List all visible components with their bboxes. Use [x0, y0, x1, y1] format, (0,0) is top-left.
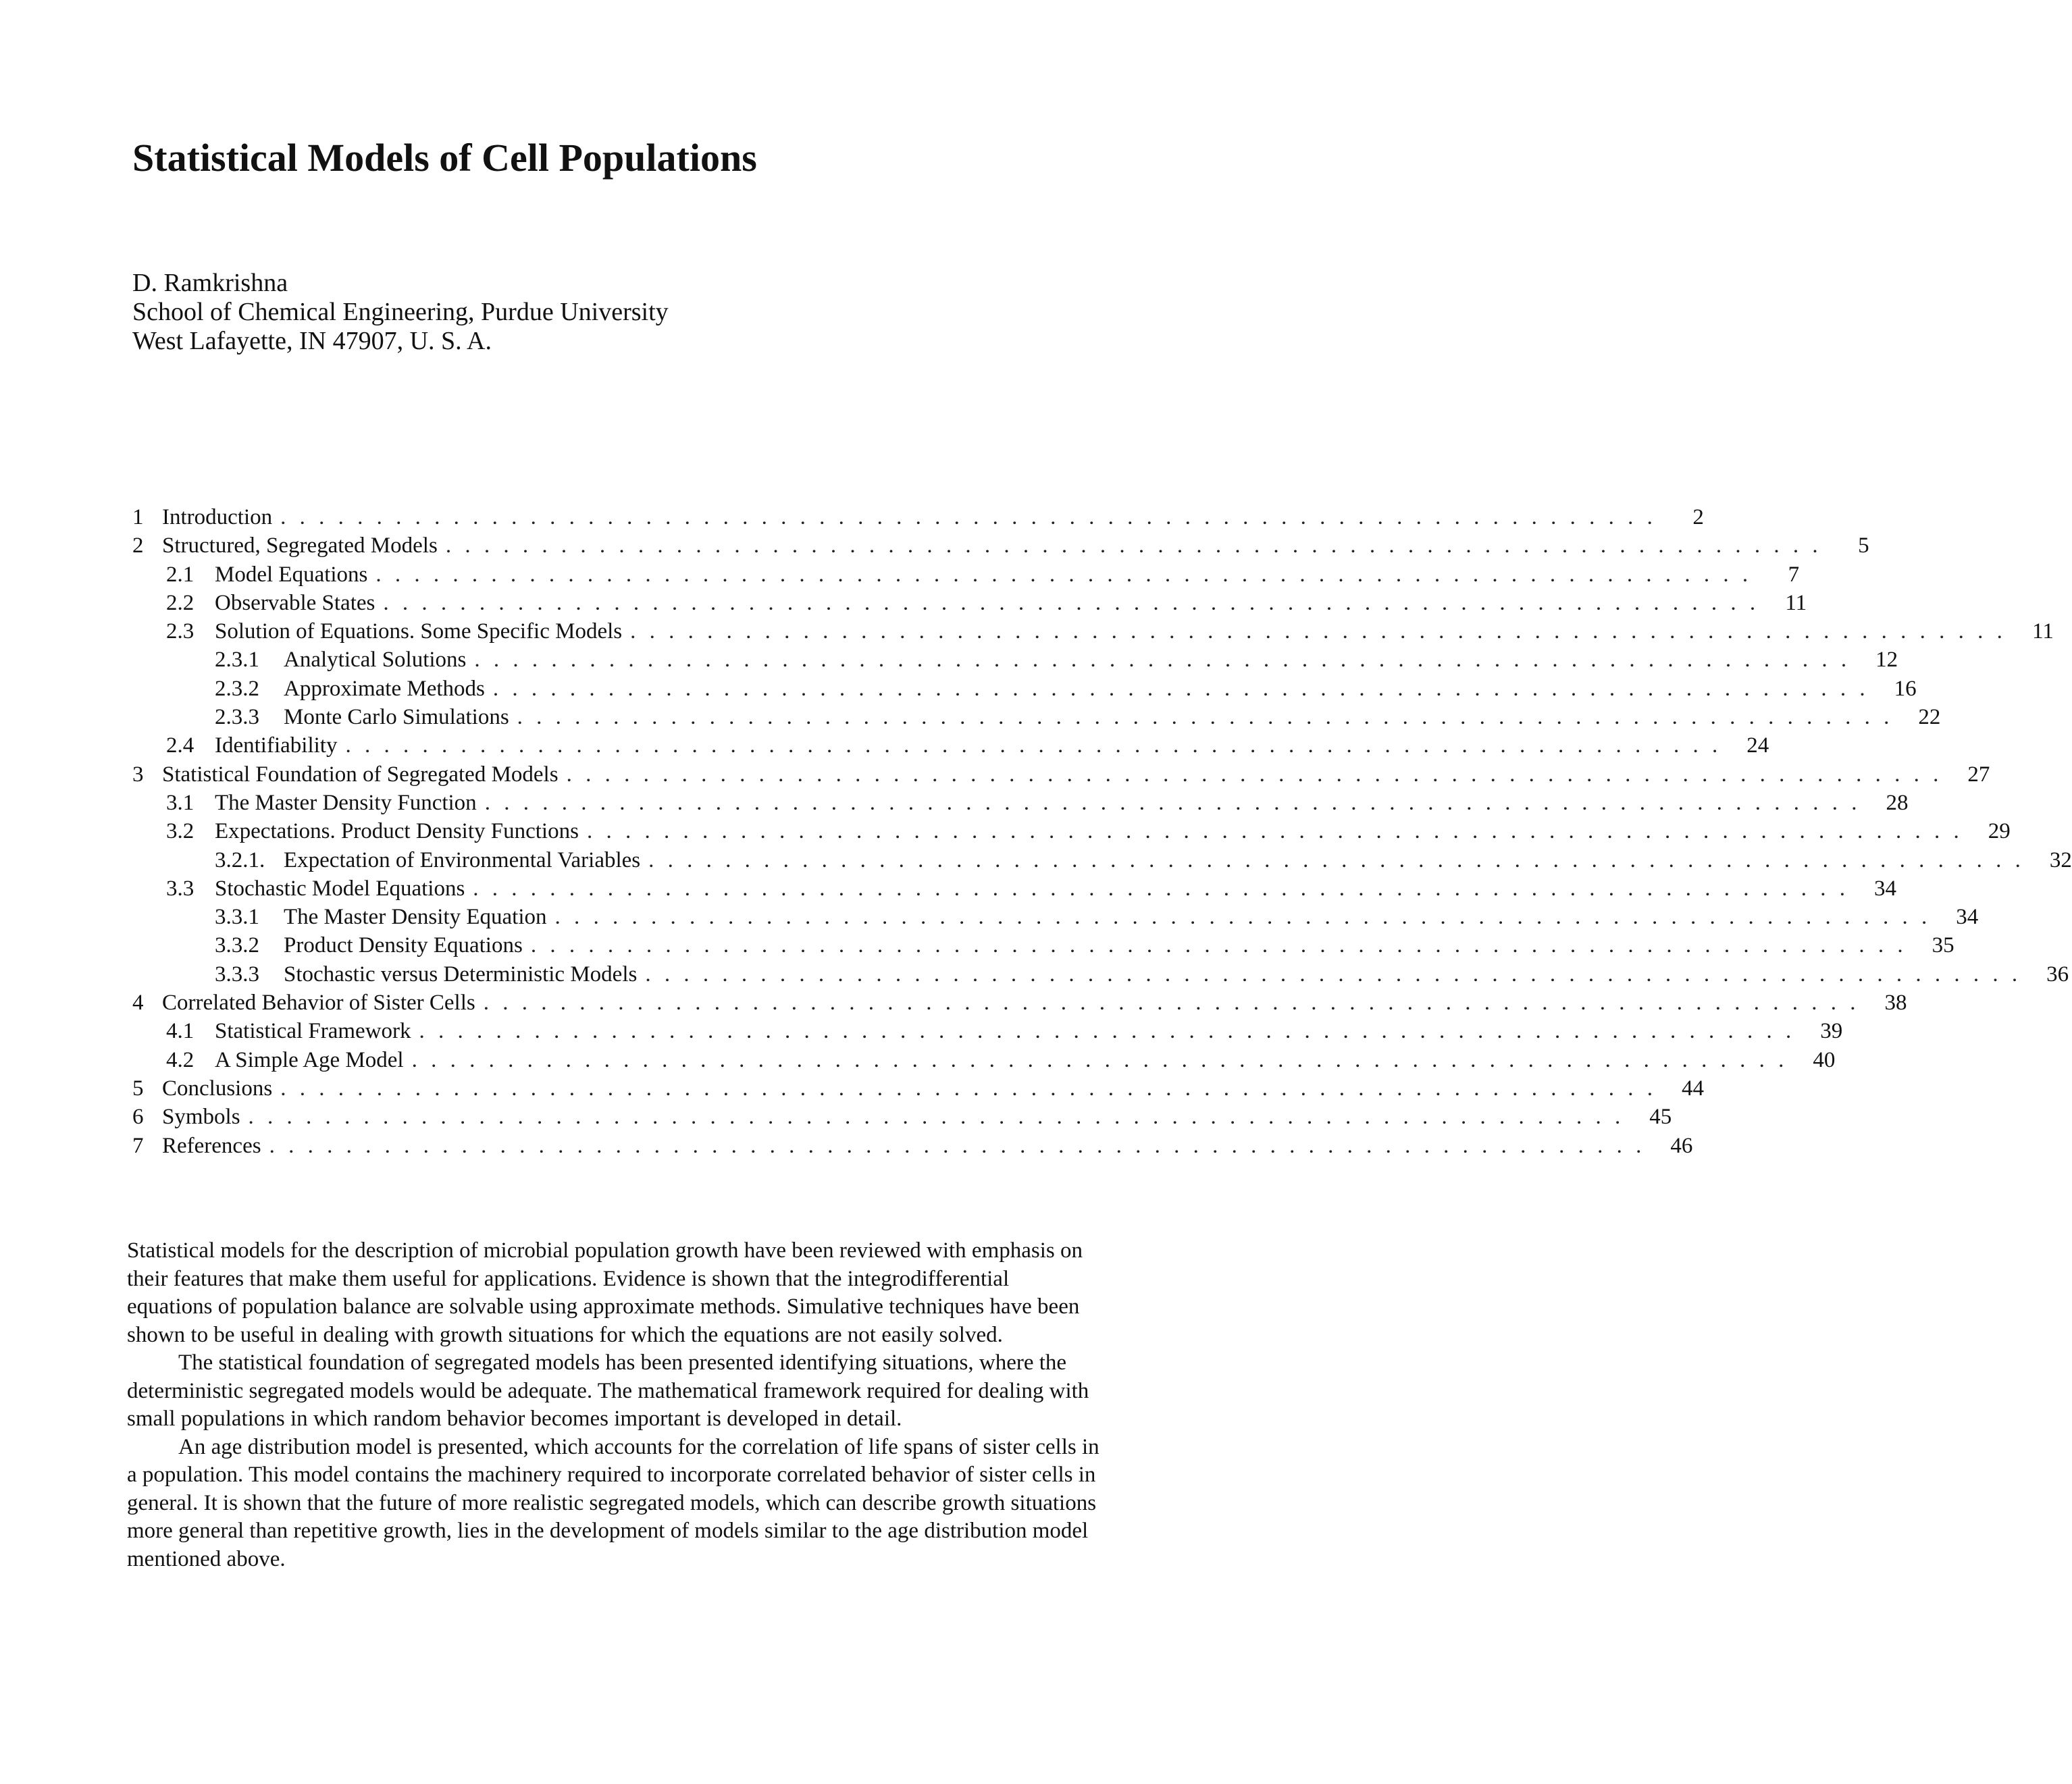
toc-entry-title: Identifiability: [215, 731, 345, 760]
toc-entry-number: 2.3.3: [215, 705, 259, 730]
toc-dot-leader: . . . . . . . . . . . . . . . . . . . . . . . . . . . . . . . . . . . . . . . . . . . . . . . . . . . . . . . . . . . . . . . . . . . . . . . .: [411, 1047, 1788, 1072]
toc-entry-number: 3.3.2: [215, 933, 259, 958]
toc-entry: [124, 675, 1917, 703]
toc-entry-title: Stochastic versus Deterministic Models: [284, 960, 645, 989]
toc-entry-number: 2.4: [166, 733, 195, 758]
toc-entry-number: 2: [132, 533, 144, 558]
toc-entry-title: The Master Density Function: [215, 789, 485, 817]
toc-entry: [124, 560, 1800, 589]
toc-entry-page: 34: [1956, 905, 1979, 930]
toc-dot-leader: . . . . . . . . . . . . . . . . . . . . . . . . . . . . . . . . . . . . . . . . . . . . . . . . . . . . . . . . . . . . . . . . . . . . . . . .: [483, 991, 1860, 1016]
toc-entry: [124, 960, 2069, 989]
toc-entry-page: 34: [1874, 876, 1897, 901]
toc-entry-title: A Simple Age Model: [215, 1046, 412, 1074]
toc-dot-leader: . . . . . . . . . . . . . . . . . . . . . . . . . . . . . . . . . . . . . . . . . . . . . . . . . . . . . . . . . . . . . . . . . . . . . . . .: [419, 1019, 1796, 1044]
toc-dot-leader: . . . . . . . . . . . . . . . . . . . . . . . . . . . . . . . . . . . . . . . . . . . . . . . . . . . . . . . . . . . . . . . . . . . . . . . .: [248, 1105, 1625, 1130]
toc-entry-number: 4.2: [166, 1047, 195, 1072]
toc-entry-number: 3.3.1: [215, 905, 259, 930]
toc-entry-page: 16: [1894, 676, 1917, 701]
toc-entry: [124, 817, 2011, 845]
toc-entry-line: [284, 675, 1917, 703]
toc-entry-page: 11: [2032, 619, 2054, 644]
toc-dot-leader: . . . . . . . . . . . . . . . . . . . . . . . . . . . . . . . . . . . . . . . . . . . . . . . . . . . . . . . . . . . . . . . . . . . . . . . .: [280, 1076, 1657, 1101]
toc-dot-leader: . . . . . . . . . . . . . . . . . . . . . . . . . . . . . . . . . . . . . . . . . . . . . . . . . . . . . . . . . . . . . . . . . . . . . . . .: [492, 676, 1869, 701]
toc-entry: [124, 589, 1807, 617]
toc-entry-title: Product Density Equations: [284, 931, 531, 960]
toc-entry-line: [215, 1017, 1843, 1045]
toc-entry-title: Introduction: [162, 503, 280, 531]
toc-entry: [124, 903, 1979, 931]
toc-entry: [124, 1132, 1693, 1160]
toc-entry: [124, 503, 1704, 531]
toc-entry-title: Approximate Methods: [284, 675, 493, 703]
toc-entry-page: 38: [1884, 991, 1907, 1016]
toc-entry: [124, 731, 1769, 760]
abstract: [127, 1237, 1099, 1573]
toc-entry-number: 2.2: [166, 590, 195, 615]
toc-dot-leader: . . . . . . . . . . . . . . . . . . . . . . . . . . . . . . . . . . . . . . . . . . . . . . . . . . . . . . . . . . . . . . . . . . . . . . . .: [345, 733, 1722, 758]
toc-entry-page: 29: [1988, 819, 2011, 844]
toc-entry-line: [162, 1074, 1704, 1103]
toc-entry-title: Expectation of Environmental Variables: [284, 846, 648, 874]
toc-entry-number: 2.1: [166, 562, 195, 587]
toc-dot-leader: . . . . . . . . . . . . . . . . . . . . . . . . . . . . . . . . . . . . . . . . . . . . . . . . . . . . . . . . . . . . . . . . . . . . . . . .: [645, 962, 2022, 987]
toc-entry-line: [284, 931, 1954, 960]
toc-entry: [124, 1103, 1672, 1131]
toc-entry-title: Statistical Framework: [215, 1017, 419, 1045]
toc-dot-leader: . . . . . . . . . . . . . . . . . . . . . . . . . . . . . . . . . . . . . . . . . . . . . . . . . . . . . . . . . . . . . . . . . . . . . . . .: [383, 590, 1760, 615]
toc-entry-title: Expectations. Product Density Functions: [215, 817, 587, 845]
toc-dot-leader: . . . . . . . . . . . . . . . . . . . . . . . . . . . . . . . . . . . . . . . . . . . . . . . . . . . . . . . . . . . . . . . . . . . . . . . .: [474, 648, 1851, 673]
toc-entry-page: 46: [1670, 1133, 1693, 1158]
toc-entry-number: 7: [132, 1133, 144, 1158]
toc-entry: [124, 531, 1869, 560]
toc-entry-page: 11: [1785, 590, 1807, 615]
toc-entry-line: [162, 989, 1907, 1017]
paper-title: Statistical Models of Cell Populations: [132, 136, 757, 180]
toc-entry-number: 4: [132, 991, 144, 1016]
toc-dot-leader: . . . . . . . . . . . . . . . . . . . . . . . . . . . . . . . . . . . . . . . . . . . . . . . . . . . . . . . . . . . . . . . . . . . . . . . .: [586, 819, 1963, 844]
toc-entry-line: [284, 960, 2069, 989]
abstract-paragraph: Statistical models for the description of microbial population growth have been reviewed with emphasis on their features that make them useful for applications. Evidence is shown that the integrodifferential equations of population balance are solvable using approximate methods. Simulative techniques have been shown to be useful in dealing with growth situations for which the equations are not easily solved.: [127, 1238, 1083, 1347]
toc-dot-leader: . . . . . . . . . . . . . . . . . . . . . . . . . . . . . . . . . . . . . . . . . . . . . . . . . . . . . . . . . . . . . . . . . . . . . . . .: [530, 933, 1907, 958]
toc-entry: [124, 617, 2054, 646]
toc-entry-line: [162, 1103, 1672, 1131]
toc-entry-title: The Master Density Equation: [284, 903, 555, 931]
toc-entry-title: Analytical Solutions: [284, 646, 474, 674]
toc-entry-number: 5: [132, 1076, 144, 1101]
toc-entry-page: 35: [1932, 933, 1954, 958]
toc-entry-title: Correlated Behavior of Sister Cells: [162, 989, 484, 1017]
toc-entry-number: 3.1: [166, 790, 195, 815]
toc-entry-line: [284, 903, 1979, 931]
toc-entry-line: [215, 817, 2011, 845]
toc-dot-leader: . . . . . . . . . . . . . . . . . . . . . . . . . . . . . . . . . . . . . . . . . . . . . . . . . . . . . . . . . . . . . . . . . . . . . . . .: [517, 705, 1894, 730]
toc-entry: [124, 874, 1897, 903]
toc-entry-number: 3.2: [166, 819, 195, 844]
toc-entry-line: [215, 874, 1897, 903]
toc-entry-line: [215, 1046, 1836, 1074]
toc-entry-page: 36: [2046, 962, 2069, 987]
author-name: D. Ramkrishna: [132, 269, 288, 297]
toc-dot-leader: . . . . . . . . . . . . . . . . . . . . . . . . . . . . . . . . . . . . . . . . . . . . . . . . . . . . . . . . . . . . . . . . . . . . . . . .: [445, 533, 1822, 558]
toc-entry-line: [215, 789, 1909, 817]
toc-entry-title: Model Equations: [215, 560, 375, 589]
toc-entry-title: Conclusions: [162, 1074, 280, 1103]
toc-entry-line: [162, 531, 1869, 560]
toc-entry-line: [215, 589, 1807, 617]
toc-entry-page: 28: [1886, 790, 1909, 815]
toc-entry-number: 6: [132, 1105, 144, 1130]
toc-entry: [124, 760, 1990, 789]
toc-entry-page: 39: [1820, 1019, 1843, 1044]
toc-entry-number: 3.3: [166, 876, 195, 901]
toc-dot-leader: . . . . . . . . . . . . . . . . . . . . . . . . . . . . . . . . . . . . . . . . . . . . . . . . . . . . . . . . . . . . . . . . . . . . . . . .: [648, 847, 2025, 872]
author-address: West Lafayette, IN 47907, U. S. A.: [132, 327, 492, 355]
toc-dot-leader: . . . . . . . . . . . . . . . . . . . . . . . . . . . . . . . . . . . . . . . . . . . . . . . . . . . . . . . . . . . . . . . . . . . . . . . .: [269, 1133, 1646, 1158]
toc-entry-page: 45: [1649, 1105, 1672, 1130]
toc-dot-leader: . . . . . . . . . . . . . . . . . . . . . . . . . . . . . . . . . . . . . . . . . . . . . . . . . . . . . . . . . . . . . . . . . . . . . . . .: [484, 790, 1861, 815]
toc-dot-leader: . . . . . . . . . . . . . . . . . . . . . . . . . . . . . . . . . . . . . . . . . . . . . . . . . . . . . . . . . . . . . . . . . . . . . . . .: [566, 762, 1943, 787]
toc-entry-page: 44: [1681, 1076, 1704, 1101]
toc-dot-leader: . . . . . . . . . . . . . . . . . . . . . . . . . . . . . . . . . . . . . . . . . . . . . . . . . . . . . . . . . . . . . . . . . . . . . . . .: [630, 619, 2006, 644]
toc-entry-number: 1: [132, 505, 144, 529]
toc-entry-line: [215, 560, 1800, 589]
toc-entry-title: Monte Carlo Simulations: [284, 703, 517, 731]
author-block: [132, 269, 669, 356]
toc-entry: [124, 703, 1941, 731]
toc-entry-line: [215, 731, 1769, 760]
table-of-contents: [124, 503, 2072, 1160]
toc-entry-line: [162, 1132, 1693, 1160]
toc-entry-page: 22: [1918, 705, 1941, 730]
toc-entry-title: Solution of Equations. Some Specific Models: [215, 617, 630, 646]
toc-entry-number: 3.2.1.: [215, 847, 265, 872]
toc-entry: [124, 646, 1898, 674]
toc-entry-title: Stochastic Model Equations: [215, 874, 473, 903]
toc-dot-leader: . . . . . . . . . . . . . . . . . . . . . . . . . . . . . . . . . . . . . . . . . . . . . . . . . . . . . . . . . . . . . . . . . . . . . . . .: [554, 905, 1932, 930]
toc-entry-number: 2.3: [166, 619, 195, 644]
abstract-paragraph: An age distribution model is presented, which accounts for the correlation of life spans of sister cells in a population. This model contains the machinery required to incorporate correlated behavior of sister cells in general. It is shown that the future of more realistic segregated models, which can describe growth situations more general than repetitive growth, lies in the development of models similar to the age distribution model mentioned above.: [127, 1434, 1099, 1571]
toc-entry-page: 24: [1746, 733, 1769, 758]
toc-entry-number: 2.3.1: [215, 648, 259, 673]
toc-entry-page: 27: [1967, 762, 1990, 787]
toc-entry-title: Structured, Segregated Models: [162, 531, 446, 560]
toc-entry-number: 2.3.2: [215, 676, 259, 701]
author-affiliation: School of Chemical Engineering, Purdue University: [132, 298, 669, 326]
toc-entry-number: 3.3.3: [215, 962, 259, 987]
toc-entry-line: [284, 646, 1898, 674]
toc-entry: [124, 1074, 1704, 1103]
toc-entry-number: 4.1: [166, 1019, 195, 1044]
toc-entry-title: Statistical Foundation of Segregated Models: [162, 760, 567, 789]
toc-entry: [124, 931, 1954, 960]
toc-dot-leader: . . . . . . . . . . . . . . . . . . . . . . . . . . . . . . . . . . . . . . . . . . . . . . . . . . . . . . . . . . . . . . . . . . . . . . . .: [473, 876, 1850, 901]
toc-entry-page: 2: [1692, 505, 1704, 529]
toc-entry-page: 40: [1813, 1047, 1836, 1072]
toc-dot-leader: . . . . . . . . . . . . . . . . . . . . . . . . . . . . . . . . . . . . . . . . . . . . . . . . . . . . . . . . . . . . . . . . . . . . . . . .: [375, 562, 1753, 587]
toc-entry: [124, 1017, 1843, 1045]
toc-entry-line: [215, 617, 2054, 646]
toc-entry: [124, 1046, 1836, 1074]
toc-entry-title: References: [162, 1132, 269, 1160]
toc-entry-title: Symbols: [162, 1103, 249, 1131]
toc-entry: [124, 989, 1907, 1017]
toc-entry-line: [162, 503, 1704, 531]
toc-entry-number: 3: [132, 762, 144, 787]
toc-entry-line: [284, 846, 2072, 874]
toc-entry-page: 5: [1858, 533, 1869, 558]
toc-entry-page: 12: [1875, 648, 1898, 673]
toc-entry: [124, 846, 2072, 874]
abstract-paragraph: The statistical foundation of segregated models has been presented identifying situations, where the deterministic segregated models would be adequate. The mathematical framework required for dealing with small populations in which random behavior becomes important is developed in detail.: [127, 1350, 1089, 1431]
toc-entry-title: Observable States: [215, 589, 383, 617]
toc-dot-leader: . . . . . . . . . . . . . . . . . . . . . . . . . . . . . . . . . . . . . . . . . . . . . . . . . . . . . . . . . . . . . . . . . . . . . . . .: [280, 505, 1657, 529]
toc-entry: [124, 789, 1909, 817]
toc-entry-page: 7: [1788, 562, 1800, 587]
toc-entry-line: [162, 760, 1990, 789]
toc-entry-page: 32: [2049, 847, 2072, 872]
toc-entry-line: [284, 703, 1941, 731]
